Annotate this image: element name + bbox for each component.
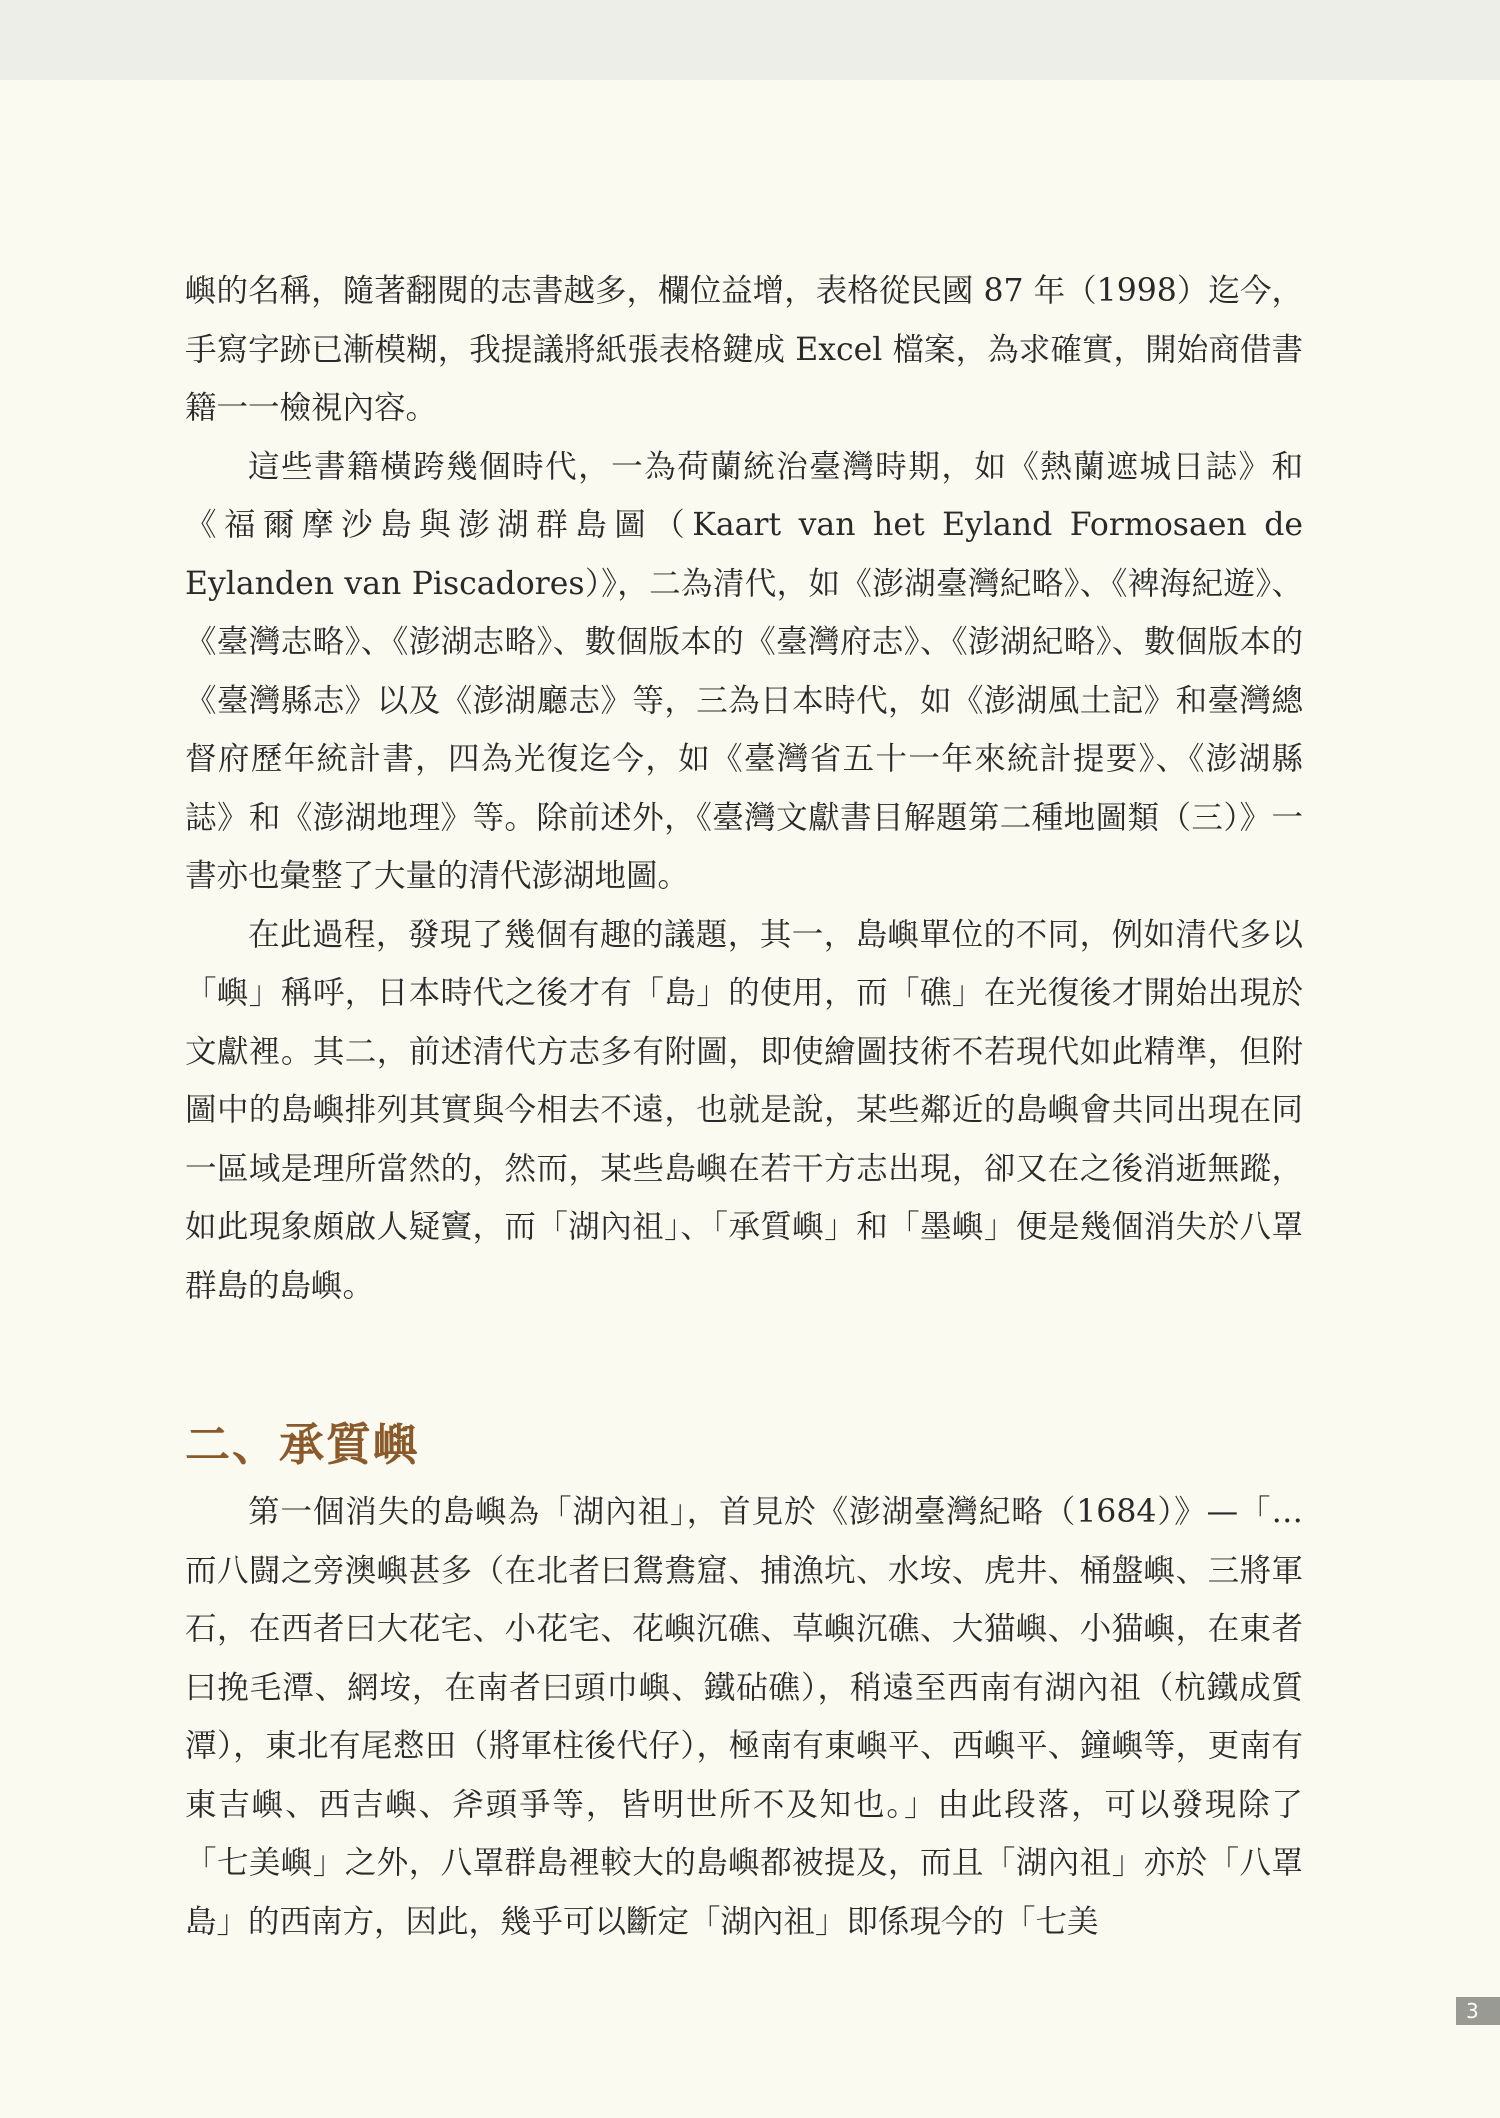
paragraph-4: 第一個消失的島嶼為「湖內祖」，首見於《澎湖臺灣紀略（1684）》—「…而八闘之旁澳嶼甚多（在北者曰鴛鴦窟、捕漁坑、水垵、虎井、桶盤嶼、三將軍石，在西者曰大花宅、小花宅、花嶼沉礁、草嶼沉礁、大猫嶼、小猫嶼，在東者曰挽毛潭、網垵，在南者曰頭巾嶼、鐵砧礁），稍遠至西南有湖內祖（杭鐵成質潭），東北有尾慦田（將軍柱後代仔），極南有東嶼平、西嶼平、鐘嶼等，更南有東吉嶼、西吉嶼、斧頭爭等，皆明世所不及知也。」由此段落，可以發現除了「七美嶼」之外，八罩群島裡較大的島嶼都被提及，而且「湖內祖」亦於「八罩島」的西南方，因此，幾乎可以斷定「湖內祖」即係現今的「七美 xyxy=(185,1494,1303,1940)
page-body xyxy=(185,262,1303,1951)
paragraph-2: 這些書籍橫跨幾個時代，一為荷蘭統治臺灣時期，如《熱蘭遮城日誌》和《福爾摩沙島與澎湖群島圖（Kaart van het Eyland Formosaen de Eylanden van Piscadores）》，二為清代，如《澎湖臺灣紀略》、《裨海紀遊》、《臺灣志略》、《澎湖志略》、數個版本的《臺灣府志》、《澎湖紀略》、數個版本的《臺灣縣志》以及《澎湖廳志》等，三為日本時代，如《澎湖風土記》和臺灣總督府歷年統計書，四為光復迄今，如《臺灣省五十一年來統計提要》、《澎湖縣誌》和《澎湖地理》等。除前述外，《臺灣文獻書目解題第二種地圖類（三）》一書亦也彙整了大量的清代澎湖地圖。 xyxy=(185,448,1303,894)
page-number: 3 xyxy=(1456,1997,1500,2025)
paragraph-3: 在此過程，發現了幾個有趣的議題，其一，島嶼單位的不同，例如清代多以「嶼」稱呼，日本時代之後才有「島」的使用，而「礁」在光復後才開始出現於文獻裡。其二，前述清代方志多有附圖，即使繪圖技術不若現代如此精準，但附圖中的島嶼排列其實與今相去不遠，也就是說，某些鄰近的島嶼會共同出現在同一區域是理所當然的，然而，某些島嶼在若干方志出現，卻又在之後消逝無蹤，如此現象頗啟人疑竇，而「湖內祖」、「承質嶼」和「墨嶼」便是幾個消失於八罩群島的島嶼。 xyxy=(185,916,1303,1304)
section-heading: 二、承質嶼 xyxy=(185,1418,421,1471)
paragraph-1: 嶼的名稱，隨著翻閱的志書越多，欄位益增，表格從民國 87 年（1998）迄今，手寫字跡已漸模糊，我提議將紙張表格鍵成 Excel 檔案，為求確實，開始商借書籍一一檢視內容。 xyxy=(185,273,1303,426)
top-margin-band xyxy=(0,0,1500,80)
